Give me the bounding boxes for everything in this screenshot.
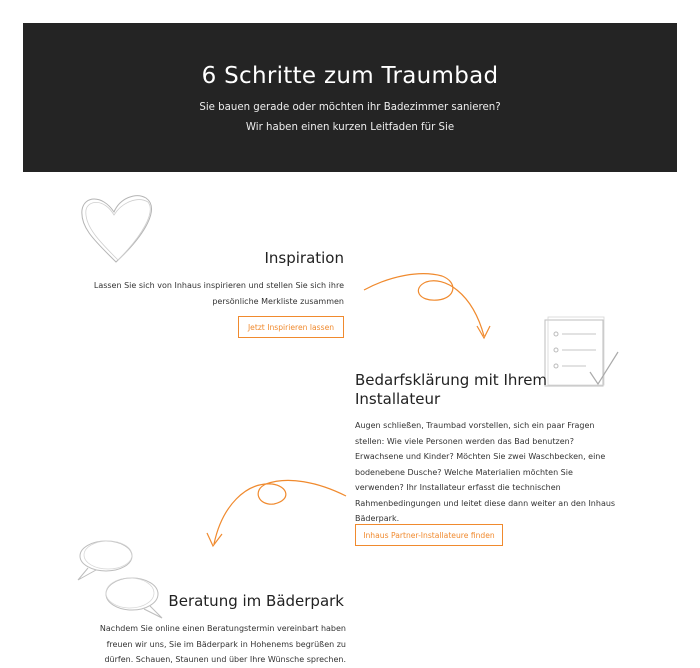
heart-icon bbox=[74, 190, 164, 270]
step-inspiration-text: Lassen Sie sich von Inhaus inspirieren und stellen Sie sich ihre persönliche Merkliste zusammen bbox=[93, 281, 344, 306]
step-beratung-title: Beratung im Bäderpark bbox=[168, 592, 344, 610]
speech-bubbles-icon bbox=[74, 536, 166, 620]
arrow-2-icon bbox=[200, 470, 350, 550]
inspiration-button[interactable]: Jetzt Inspirieren lassen bbox=[238, 316, 344, 338]
page-title: 6 Schritte zum Traumbad bbox=[201, 63, 499, 89]
step-inspiration-title: Inspiration bbox=[264, 249, 344, 267]
hero-banner bbox=[23, 23, 677, 172]
step-beratung-text: Nachdem Sie online einen Beratungstermin vereinbart haben freuen wir uns, Sie im Bäderpark in Hohenems begrüßen zu dürfen. Schauen, Staunen und über Ihre Wünsche sprechen. bbox=[99, 624, 346, 664]
step-bedarf-text: Augen schließen, Traumbad vorstellen, sich ein paar Fragen stellen: Wie viele Personen werden das Bad benutzen? Erwachsene und Kinder? Möchten Sie zwei Waschbecken, eine bodenebene Dusche? Welche Materialien möchten Sie verwenden? Ihr Installateur erfasst die technischen Rahmenbedingungen und leitet diese dann weiter an den Inhaus Bäderpark. bbox=[355, 421, 616, 523]
step-bedarf-title: Bedarfsklärung mit Ihrem Installateur bbox=[355, 371, 548, 408]
arrow-1-icon bbox=[360, 268, 500, 344]
hero-subtitle: Sie bauen gerade oder möchten ihr Badezimmer sanieren? Wir haben einen kurzen Leitfaden für Sie bbox=[199, 102, 501, 133]
installateur-button[interactable]: Inhaus Partner-Installateure finden bbox=[355, 524, 503, 546]
